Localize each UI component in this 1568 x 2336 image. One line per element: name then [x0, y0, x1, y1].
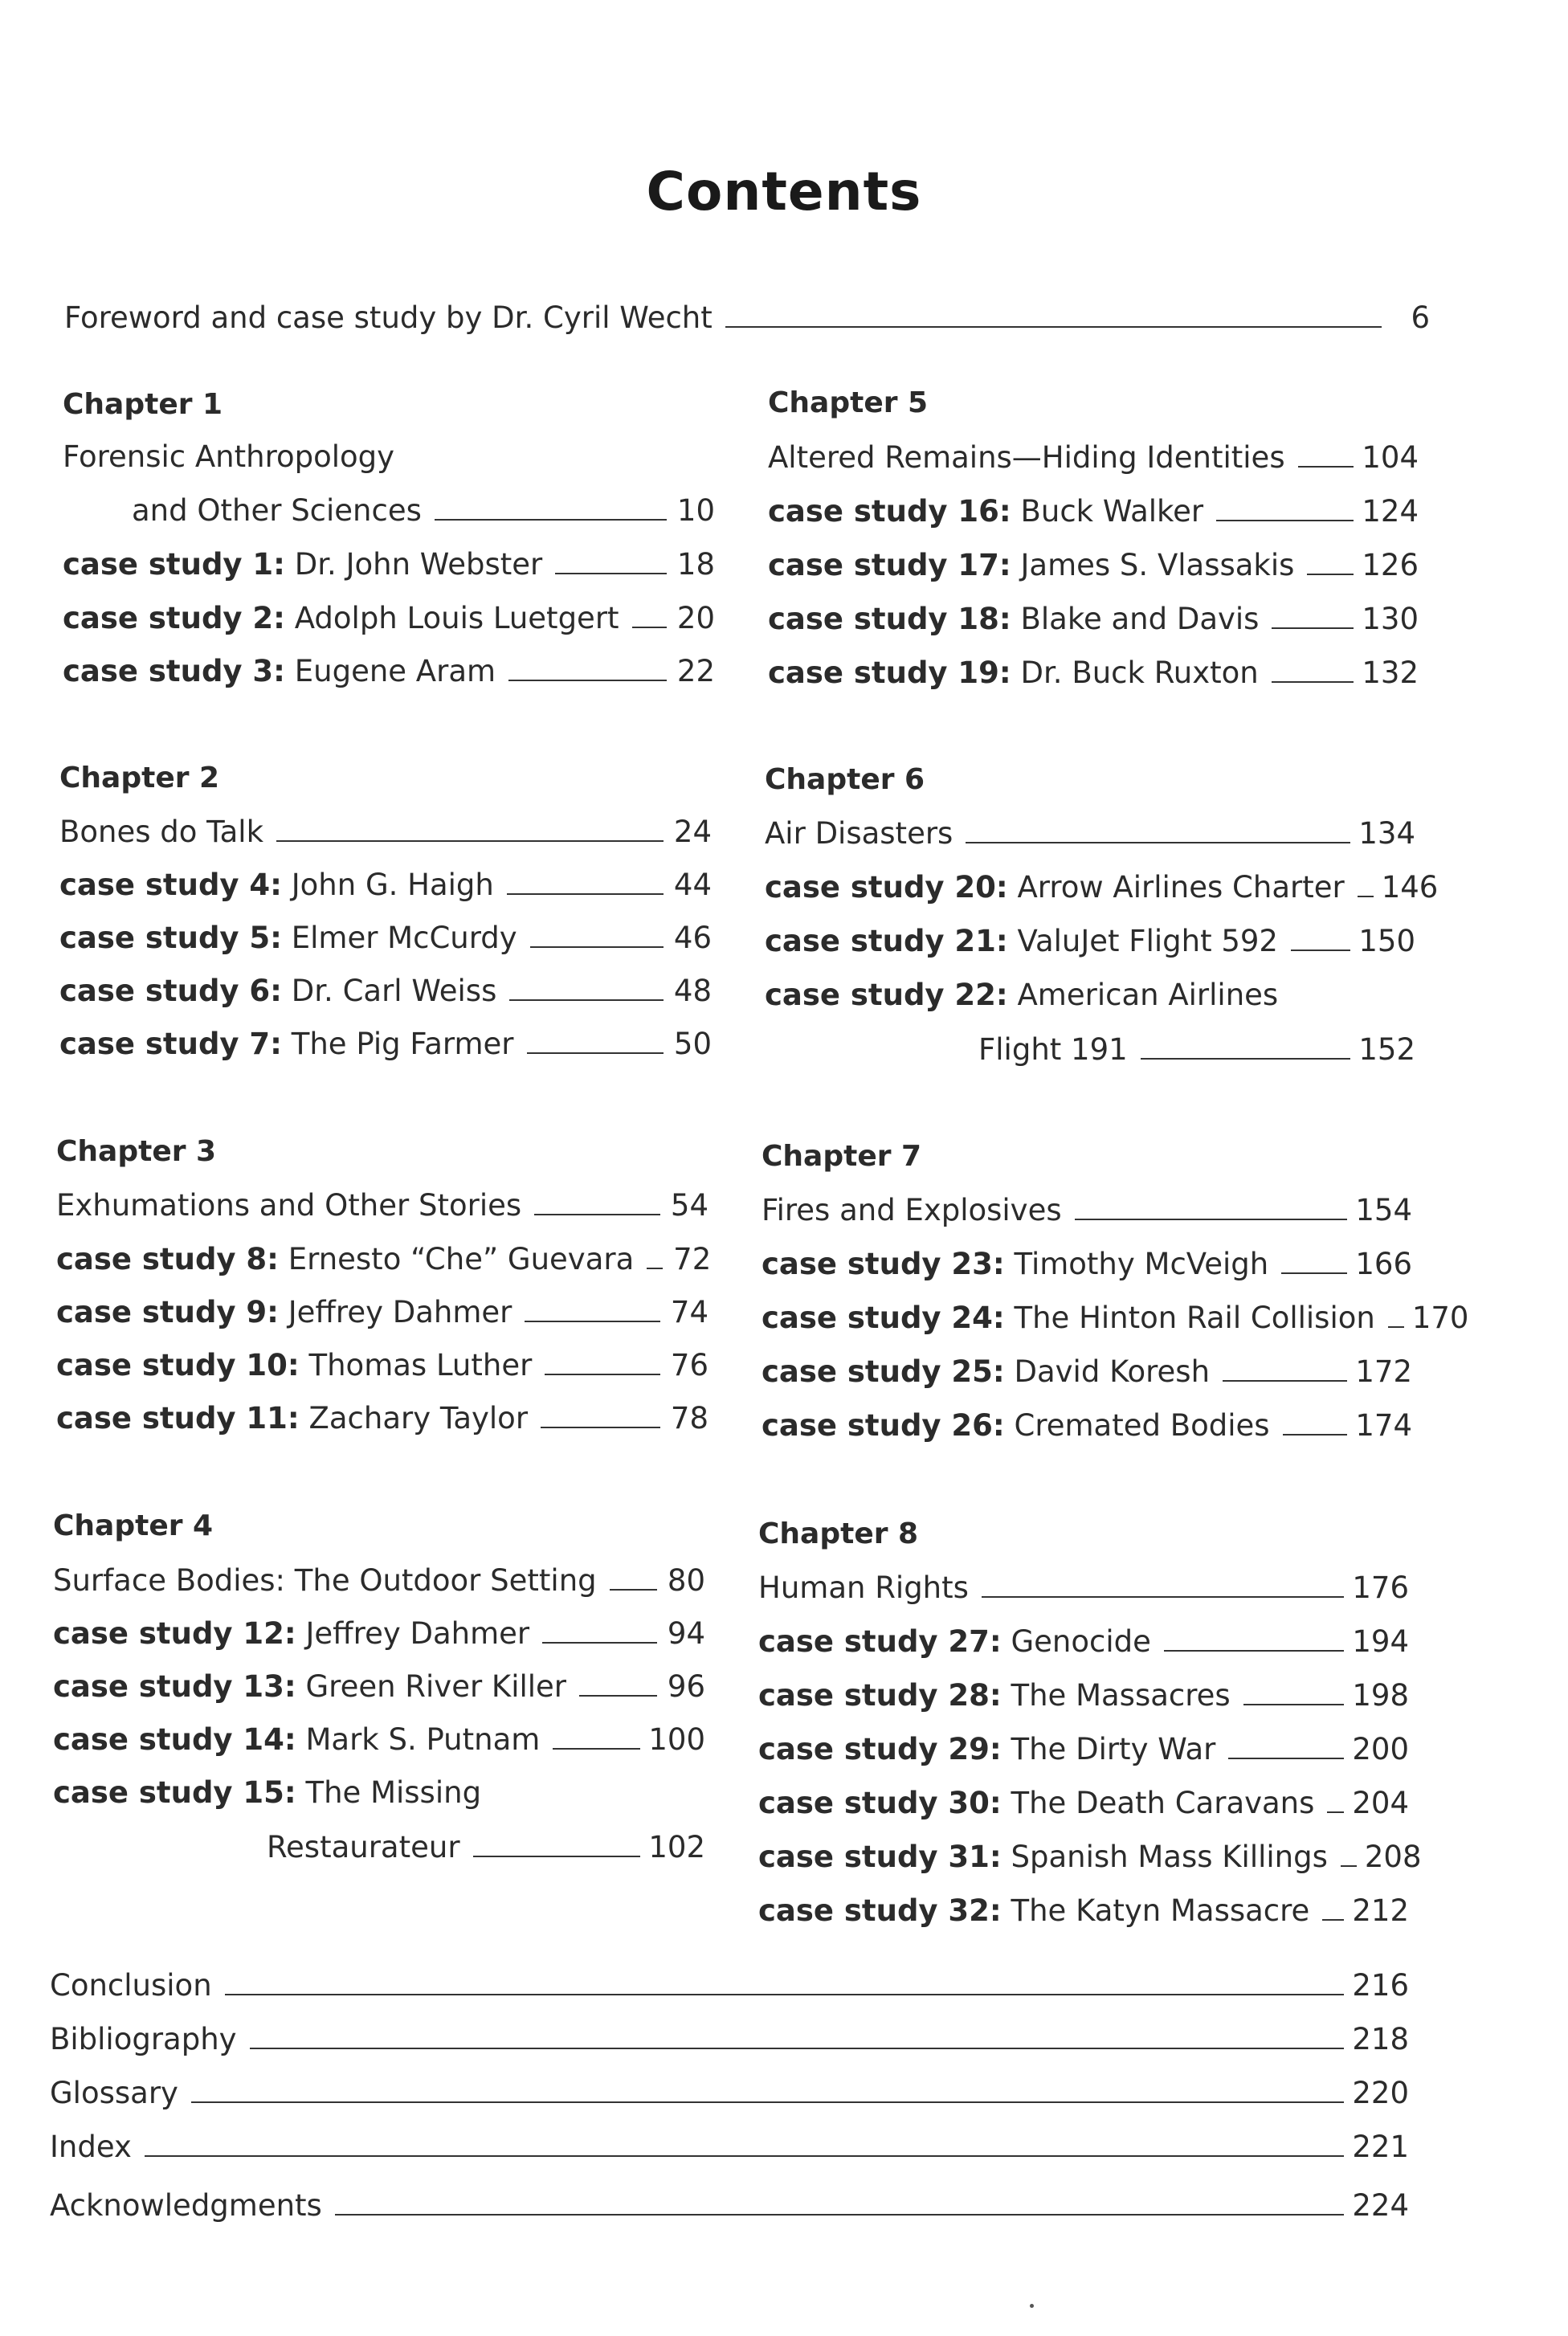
case-study-label: case study 31: [758, 1840, 1002, 1874]
toc-entry-chapter-topic[interactable] [56, 1186, 708, 1225]
dot-leader [555, 573, 667, 574]
case-study-title: Thomas Luther [308, 1348, 533, 1382]
dot-leader [632, 627, 667, 628]
toc-entry-conclusion[interactable] [50, 1966, 1409, 2005]
toc-entry-chapter-topic[interactable] [758, 1569, 1409, 1607]
case-study-label: case study 32: [758, 1893, 1002, 1928]
dot-leader [1272, 681, 1354, 683]
case-study-label: case study 7: [59, 1027, 282, 1061]
case-study-label: case study 14: [53, 1722, 296, 1757]
page-number: 166 [1355, 1247, 1412, 1281]
toc-entry-chapter-topic[interactable] [63, 492, 715, 530]
page-number: 104 [1362, 440, 1419, 475]
page-number: 150 [1358, 924, 1415, 958]
page-number: 44 [673, 868, 712, 902]
case-study-label: case study 23: [762, 1247, 1005, 1281]
dot-leader [145, 2155, 1345, 2157]
case-study-title: The Missing [305, 1775, 482, 1810]
case-study-label: case study 28: [758, 1678, 1002, 1713]
toc-entry-case-study[interactable] [59, 972, 712, 1011]
dot-leader [1291, 950, 1350, 951]
page-title: Contents [646, 161, 922, 223]
dot-leader [1327, 1811, 1344, 1813]
page-number: 130 [1362, 602, 1419, 636]
page-number: 170 [1411, 1301, 1469, 1335]
case-study-label: case study 12: [53, 1616, 296, 1651]
page-number: 24 [673, 815, 712, 849]
toc-entry-case-study[interactable] [762, 1245, 1412, 1284]
case-study-label: case study 18: [768, 602, 1011, 636]
dot-leader [1141, 1058, 1351, 1060]
page-number: 152 [1358, 1032, 1415, 1067]
toc-entry-case-study[interactable] [63, 545, 715, 584]
entry-label: Bones do Talk [59, 815, 264, 849]
toc-entry-case-study[interactable] [59, 919, 712, 958]
case-study-label: case study 8: [56, 1242, 279, 1276]
case-study-title: James S. Vlassakis [1020, 548, 1295, 582]
page-number: 6 [1411, 300, 1430, 335]
case-study-title: Zachary Taylor [308, 1401, 529, 1435]
entry-label: Exhumations and Other Stories [56, 1188, 522, 1223]
dot-leader [966, 842, 1350, 843]
case-study-title: Green River Killer [305, 1669, 567, 1704]
entry-label: Bibliography [50, 2022, 237, 2056]
toc-entry-case-study[interactable] [758, 1892, 1409, 1930]
case-study-title: Elmer McCurdy [291, 921, 517, 955]
case-study-label: case study 30: [758, 1786, 1002, 1820]
entry-label: Conclusion [50, 1968, 212, 2003]
case-study-title-continued: Flight 191 [978, 1032, 1128, 1067]
page-number: 78 [670, 1401, 708, 1435]
dot-leader [1307, 574, 1354, 575]
toc-entry-chapter-topic[interactable] [762, 1191, 1412, 1230]
chapter-heading: Chapter 8 [758, 1517, 919, 1550]
toc-entry-case-study[interactable] [762, 1299, 1469, 1337]
dot-leader [1388, 1326, 1404, 1328]
toc-entry-case-study[interactable] [59, 866, 712, 905]
page-number: 218 [1352, 2022, 1409, 2056]
case-study-label: case study 25: [762, 1354, 1005, 1389]
case-study-line [53, 1774, 481, 1812]
dot-leader [610, 1589, 657, 1591]
case-study-title: Genocide [1011, 1624, 1151, 1659]
page-number: 80 [667, 1563, 705, 1598]
entry-label: Air Disasters [765, 816, 953, 851]
case-study-title: John G. Haigh [291, 868, 494, 902]
dot-leader [525, 1321, 660, 1322]
case-study-title: Spanish Mass Killings [1011, 1840, 1328, 1874]
page-number: 154 [1355, 1193, 1412, 1227]
dot-leader [542, 1642, 657, 1644]
dot-leader [1223, 1380, 1347, 1382]
case-study-label: case study 24: [762, 1301, 1005, 1335]
dot-leader [1164, 1650, 1344, 1652]
entry-label: Glossary [50, 2076, 178, 2110]
chapter-topic: Forensic Anthropology [63, 439, 395, 474]
toc-entry-case-study[interactable] [59, 1025, 712, 1064]
case-study-title-continued: Restaurateur [267, 1830, 460, 1864]
page-number: 204 [1352, 1786, 1409, 1820]
dot-leader [335, 2214, 1345, 2216]
page-number: 194 [1352, 1624, 1409, 1659]
page-number: 76 [670, 1348, 708, 1382]
dot-leader [647, 1268, 663, 1269]
dot-leader [250, 2048, 1345, 2049]
toc-entry-case-study[interactable] [56, 1293, 708, 1332]
case-study-title: Jeffrey Dahmer [305, 1616, 530, 1651]
case-study-title: Cremated Bodies [1014, 1408, 1270, 1443]
case-study-label: case study 27: [758, 1624, 1002, 1659]
toc-entry-glossary[interactable] [50, 2074, 1409, 2113]
dot-leader [276, 840, 664, 842]
toc-entry-index[interactable] [50, 2128, 1409, 2167]
dot-leader [982, 1596, 1344, 1598]
dot-leader [545, 1374, 660, 1375]
page-number: 146 [1381, 870, 1439, 905]
toc-entry-case-study[interactable] [758, 1784, 1409, 1823]
toc-entry-case-study[interactable] [53, 1721, 705, 1759]
case-study-title: Arrow Airlines Charter [1017, 870, 1345, 905]
toc-entry-case-study[interactable] [762, 1407, 1412, 1445]
entry-label: Index [50, 2130, 132, 2164]
case-study-title: The Pig Farmer [291, 1027, 514, 1061]
dot-leader [1243, 1704, 1345, 1705]
case-study-label: case study 19: [768, 655, 1011, 690]
case-study-label: case study 1: [63, 547, 285, 582]
page-number: 72 [673, 1242, 712, 1276]
entry-label: Surface Bodies: The Outdoor Setting [53, 1563, 597, 1598]
case-study-title: The Death Caravans [1011, 1786, 1315, 1820]
case-study-title: Timothy McVeigh [1014, 1247, 1269, 1281]
toc-entry-case-study[interactable] [765, 922, 1415, 961]
page-number: 94 [667, 1616, 705, 1651]
page-number: 48 [673, 974, 712, 1008]
dot-leader [530, 946, 664, 948]
page-number: 22 [676, 654, 715, 688]
case-study-label: case study 11: [56, 1401, 300, 1435]
case-study-label: case study 26: [762, 1408, 1005, 1443]
page-number: 176 [1352, 1570, 1409, 1605]
dot-leader [435, 519, 667, 521]
case-study-title: The Hinton Rail Collision [1014, 1301, 1375, 1335]
toc-entry-case-study[interactable] [56, 1346, 708, 1385]
toc-entry-case-study[interactable] [758, 1730, 1409, 1769]
entry-label: Altered Remains—Hiding Identities [768, 440, 1285, 475]
entry-label: Fires and Explosives [762, 1193, 1062, 1227]
case-study-title: Ernesto “Che” Guevara [288, 1242, 635, 1276]
case-study-label: case study 10: [56, 1348, 300, 1382]
dot-leader [553, 1748, 640, 1750]
page-number: 200 [1352, 1732, 1409, 1766]
toc-entry-case-study[interactable] [768, 600, 1419, 639]
toc-entry-case-study[interactable] [758, 1838, 1422, 1877]
page-number: 220 [1352, 2076, 1409, 2110]
entry-label: Human Rights [758, 1570, 969, 1605]
dot-leader [1283, 1434, 1348, 1435]
case-study-label: case study 15: [53, 1775, 296, 1810]
dot-leader [1358, 896, 1374, 897]
page-number: 134 [1358, 816, 1415, 851]
case-study-title: The Katyn Massacre [1011, 1893, 1310, 1928]
chapter-heading: Chapter 3 [56, 1135, 217, 1168]
toc-entry-foreword[interactable] [64, 299, 1430, 337]
dot-leader [225, 1994, 1345, 1995]
case-study-title: Buck Walker [1020, 494, 1204, 529]
toc-entry-case-study[interactable] [56, 1240, 712, 1279]
case-study-title: David Koresh [1014, 1354, 1211, 1389]
entry-label: Foreword and case study by Dr. Cyril Wecht [64, 300, 713, 335]
page-number: 124 [1362, 494, 1419, 529]
dot-leader [473, 1856, 641, 1857]
chapter-heading: Chapter 7 [762, 1140, 922, 1173]
case-study-title: Eugene Aram [294, 654, 496, 688]
case-study-label: case study 2: [63, 601, 285, 635]
case-study-label: case study 6: [59, 974, 282, 1008]
entry-label: Acknowledgments [50, 2188, 322, 2223]
page-number: 132 [1362, 655, 1419, 690]
chapter-heading: Chapter 4 [53, 1509, 214, 1542]
dot-leader [1075, 1219, 1348, 1220]
dot-leader [1228, 1758, 1344, 1759]
case-study-title: Dr. Buck Ruxton [1020, 655, 1259, 690]
page-number: 100 [648, 1722, 705, 1757]
case-study-title: American Airlines [1017, 978, 1279, 1012]
case-study-title: The Dirty War [1011, 1732, 1216, 1766]
chapter-heading: Chapter 2 [59, 762, 220, 794]
toc-entry-chapter-topic[interactable] [765, 815, 1415, 853]
toc-entry-case-study[interactable] [63, 599, 715, 638]
page-number: 212 [1352, 1893, 1409, 1928]
dot-leader [1272, 627, 1354, 629]
page-number: 172 [1355, 1354, 1412, 1389]
toc-entry-chapter-topic[interactable] [53, 1562, 705, 1600]
chapter-heading: Chapter 6 [765, 763, 925, 796]
toc-entry-case-study[interactable] [762, 1353, 1412, 1391]
toc-entry-case-study[interactable] [765, 868, 1439, 907]
page-number: 102 [648, 1830, 705, 1864]
case-study-label: case study 21: [765, 924, 1008, 958]
toc-entry-case-study[interactable] [53, 1615, 705, 1653]
page-number: 126 [1362, 548, 1419, 582]
case-study-title: Dr. John Webster [294, 547, 543, 582]
case-study-title: Dr. Carl Weiss [291, 974, 497, 1008]
case-study-title: The Massacres [1011, 1678, 1231, 1713]
dot-leader [1281, 1272, 1347, 1274]
entry-label: and Other Sciences [132, 493, 422, 528]
toc-entry-case-study[interactable] [758, 1676, 1409, 1715]
case-study-title: Adolph Louis Luetgert [294, 601, 619, 635]
dot-leader [507, 893, 664, 895]
case-study-label: case study 4: [59, 868, 282, 902]
toc-entry-bibliography[interactable] [50, 2020, 1409, 2059]
dot-leader [508, 680, 667, 681]
page-number: 20 [676, 601, 715, 635]
dot-leader [1298, 466, 1354, 468]
toc-entry-acknowledgments[interactable] [50, 2187, 1409, 2225]
page-number: 221 [1352, 2130, 1409, 2164]
case-study-label: case study 16: [768, 494, 1011, 529]
dot-leader [534, 1214, 660, 1215]
dot-leader [725, 326, 1382, 328]
page-number: 174 [1355, 1408, 1412, 1443]
toc-entry-case-study[interactable] [56, 1399, 708, 1438]
dot-leader [1322, 1919, 1344, 1921]
case-study-label: case study 20: [765, 870, 1008, 905]
toc-entry-case-study[interactable] [53, 1668, 705, 1706]
case-study-title: Jeffrey Dahmer [288, 1295, 512, 1329]
case-study-label: case study 13: [53, 1669, 296, 1704]
case-study-label: case study 22: [765, 978, 1008, 1012]
toc-entry-chapter-topic[interactable] [768, 439, 1419, 477]
case-study-label: case study 5: [59, 921, 282, 955]
page-number: 224 [1352, 2188, 1409, 2223]
case-study-title: Blake and Davis [1020, 602, 1260, 636]
page-number: 208 [1364, 1840, 1422, 1874]
speck-mark [1030, 2304, 1034, 2308]
page-number: 46 [673, 921, 712, 955]
toc-entry-case-study[interactable] [978, 1031, 1415, 1069]
case-study-label: case study 3: [63, 654, 285, 688]
page-number: 198 [1352, 1678, 1409, 1713]
page-number: 74 [670, 1295, 708, 1329]
toc-entry-case-study[interactable] [768, 492, 1419, 531]
toc-entry-case-study[interactable] [63, 652, 715, 691]
case-study-title: Mark S. Putnam [305, 1722, 541, 1757]
page-number: 96 [667, 1669, 705, 1704]
case-study-title: ValuJet Flight 592 [1017, 924, 1278, 958]
page-number: 54 [670, 1188, 708, 1223]
case-study-line [765, 976, 1278, 1015]
toc-entry-chapter-topic[interactable] [59, 813, 712, 851]
toc-entry-case-study[interactable] [267, 1828, 705, 1867]
dot-leader [541, 1427, 660, 1428]
dot-leader [191, 2101, 1344, 2103]
dot-leader [509, 999, 664, 1001]
case-study-label: case study 29: [758, 1732, 1002, 1766]
case-study-label: case study 9: [56, 1295, 279, 1329]
toc-entry-case-study[interactable] [768, 654, 1419, 692]
dot-leader [527, 1052, 664, 1054]
toc-entry-case-study[interactable] [758, 1623, 1409, 1661]
dot-leader [579, 1695, 657, 1697]
page-number: 216 [1352, 1968, 1409, 2003]
page-number: 10 [676, 493, 715, 528]
dot-leader [1341, 1865, 1357, 1867]
page-number: 18 [676, 547, 715, 582]
page-number: 50 [673, 1027, 712, 1061]
case-study-label: case study 17: [768, 548, 1011, 582]
chapter-heading: Chapter 1 [63, 388, 223, 421]
chapter-heading: Chapter 5 [768, 386, 929, 419]
toc-entry-case-study[interactable] [768, 546, 1419, 585]
dot-leader [1216, 520, 1354, 521]
